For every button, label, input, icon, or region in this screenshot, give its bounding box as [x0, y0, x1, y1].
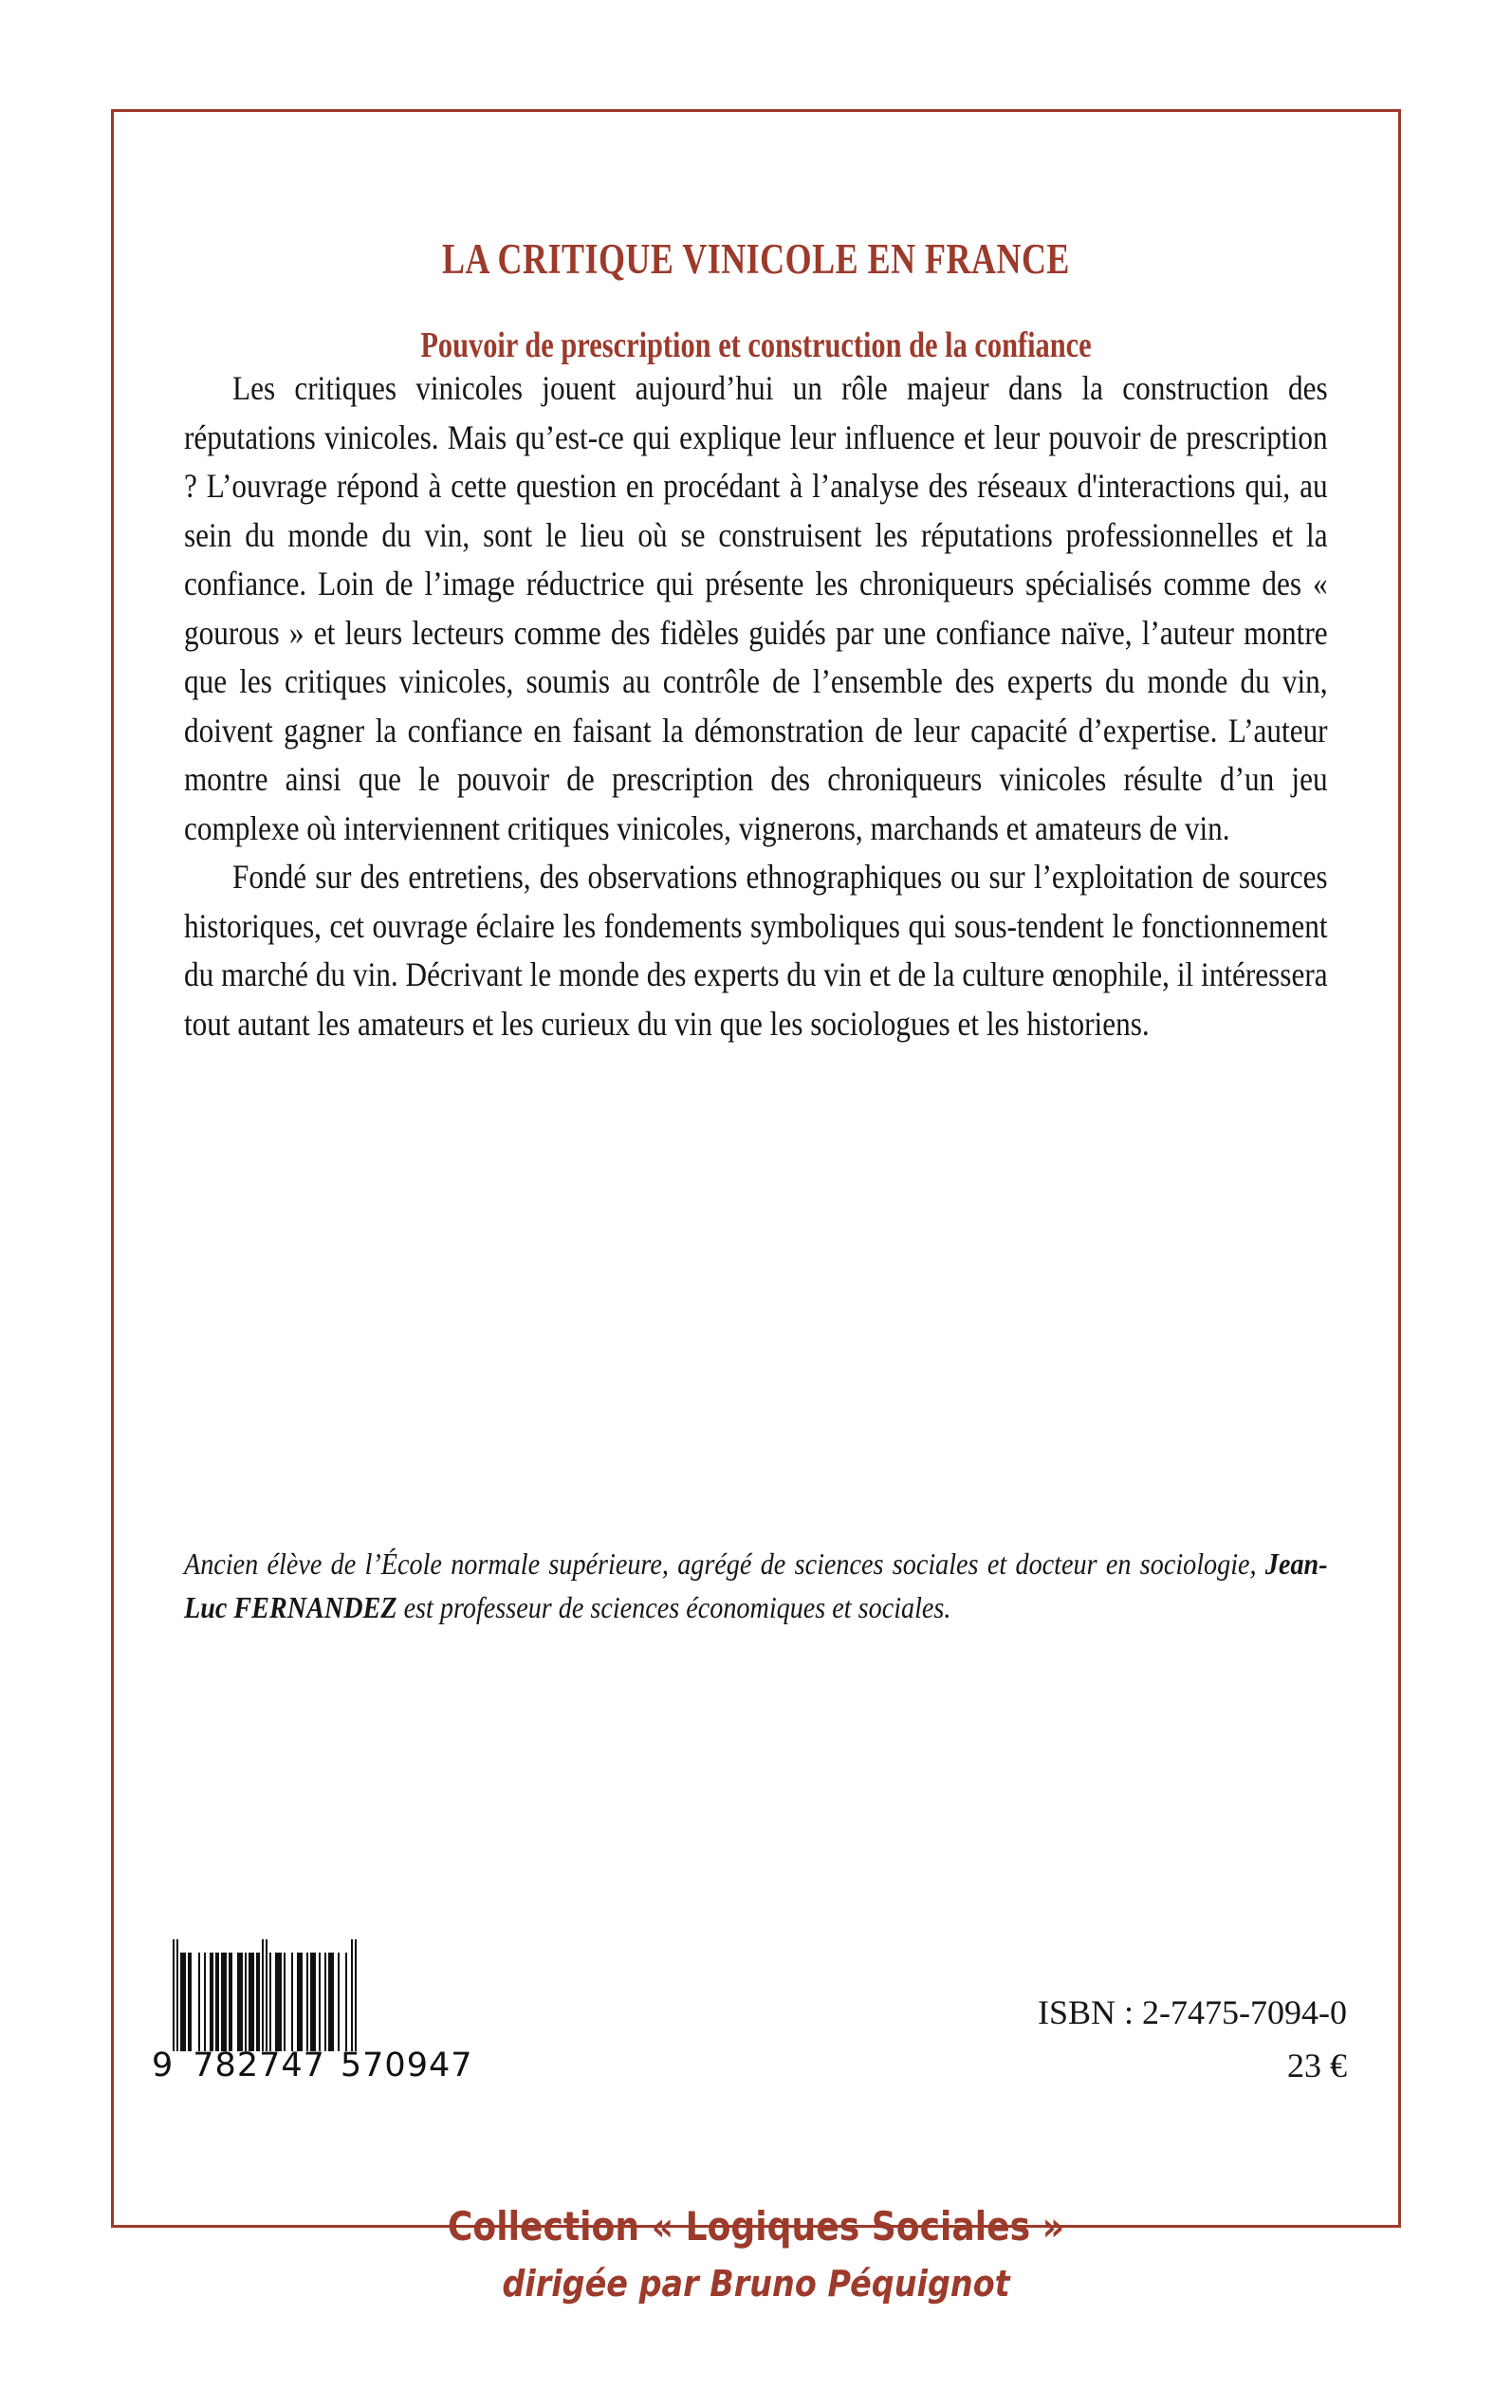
blurb-text [184, 364, 1328, 1048]
price-value: 23 € [1287, 2047, 1347, 2084]
barcode-bar [355, 1939, 357, 2051]
publication-info [1038, 1986, 1347, 2092]
isbn-value: ISBN : 2-7475-7094-0 [1038, 1993, 1347, 2031]
collection-line [111, 2203, 1401, 2250]
page-title: LA CRITIQUE VINICOLE EN FRANCE [442, 235, 1070, 283]
collection-footer [111, 2203, 1401, 2305]
barcode-lead-digit: 9 [152, 2047, 175, 2084]
barcode-digits [152, 2047, 531, 2084]
blurb-paragraph-1: Les critiques vinicoles jouent aujourd’hui un rôle majeur dans la construction des réputations vinicoles. Mais qu’est-ce qui explique leur influence et leur pouvoir de prescription ? L’ouvrage répond à cette question en procédant à l’analyse des réseaux d'interactions qui, au sein du monde du vin, sont le lieu où se construisent les réputations professionnelles et la confiance. Loin de l’image réductrice qui présente les chroniqueurs spécialisés comme des « gourous » et leurs lecteurs comme des fidèles guidés par une confiance naïve, l’auteur montre que les critiques vinicoles, soumis au contrôle de l’ensemble des experts du monde du vin, doivent gagner la confiance en faisant la démonstration de leur capacité d’expertise. L’auteur montre ainsi que le pouvoir de prescription des chroniqueurs vinicoles résulte d’un jeu complexe où interviennent critiques vinicoles, vignerons, marchands et amateurs de vin. [184, 369, 1328, 847]
barcode-bars [173, 1953, 531, 2051]
collection-rule-left [111, 2225, 377, 2228]
book-cover-frame [111, 109, 1401, 2228]
barcode [152, 1953, 531, 2084]
page-subtitle: Pouvoir de prescription et construction de la confiance [420, 325, 1092, 366]
author-bio-before: Ancien élève de l’École normale supérieure, agrégé de sciences sociales et docteur en sociologie, [184, 1547, 1265, 1581]
title-block [114, 237, 1398, 365]
blurb-paragraph-2: Fondé sur des entretiens, des observations ethnographiques ou sur l’exploitation de sources historiques, cet ouvrage éclaire les fondements symboliques qui sous-tendent le fonctionnement du marché du vin. Décrivant le monde des experts du vin et de la culture œnophile, il intéressera tout autant les amateurs et les curieux du vin que les sociologues et les historiens. [184, 858, 1328, 1043]
collection-name: Collection « Logiques Sociales » [447, 2203, 1065, 2250]
author-biography-line [184, 1542, 1328, 1629]
collection-rule-right [1135, 2225, 1401, 2228]
author-biography [184, 1542, 1328, 1629]
barcode-group-2: 570947 [340, 2047, 473, 2084]
author-bio-after: est professeur de sciences économiques et sociales. [396, 1590, 951, 1624]
author-name: Jean-Luc FERNANDEZ [184, 1547, 1328, 1624]
barcode-group-1: 782747 [193, 2047, 325, 2084]
collection-director: dirigée par Bruno Péquignot [502, 2263, 1010, 2305]
